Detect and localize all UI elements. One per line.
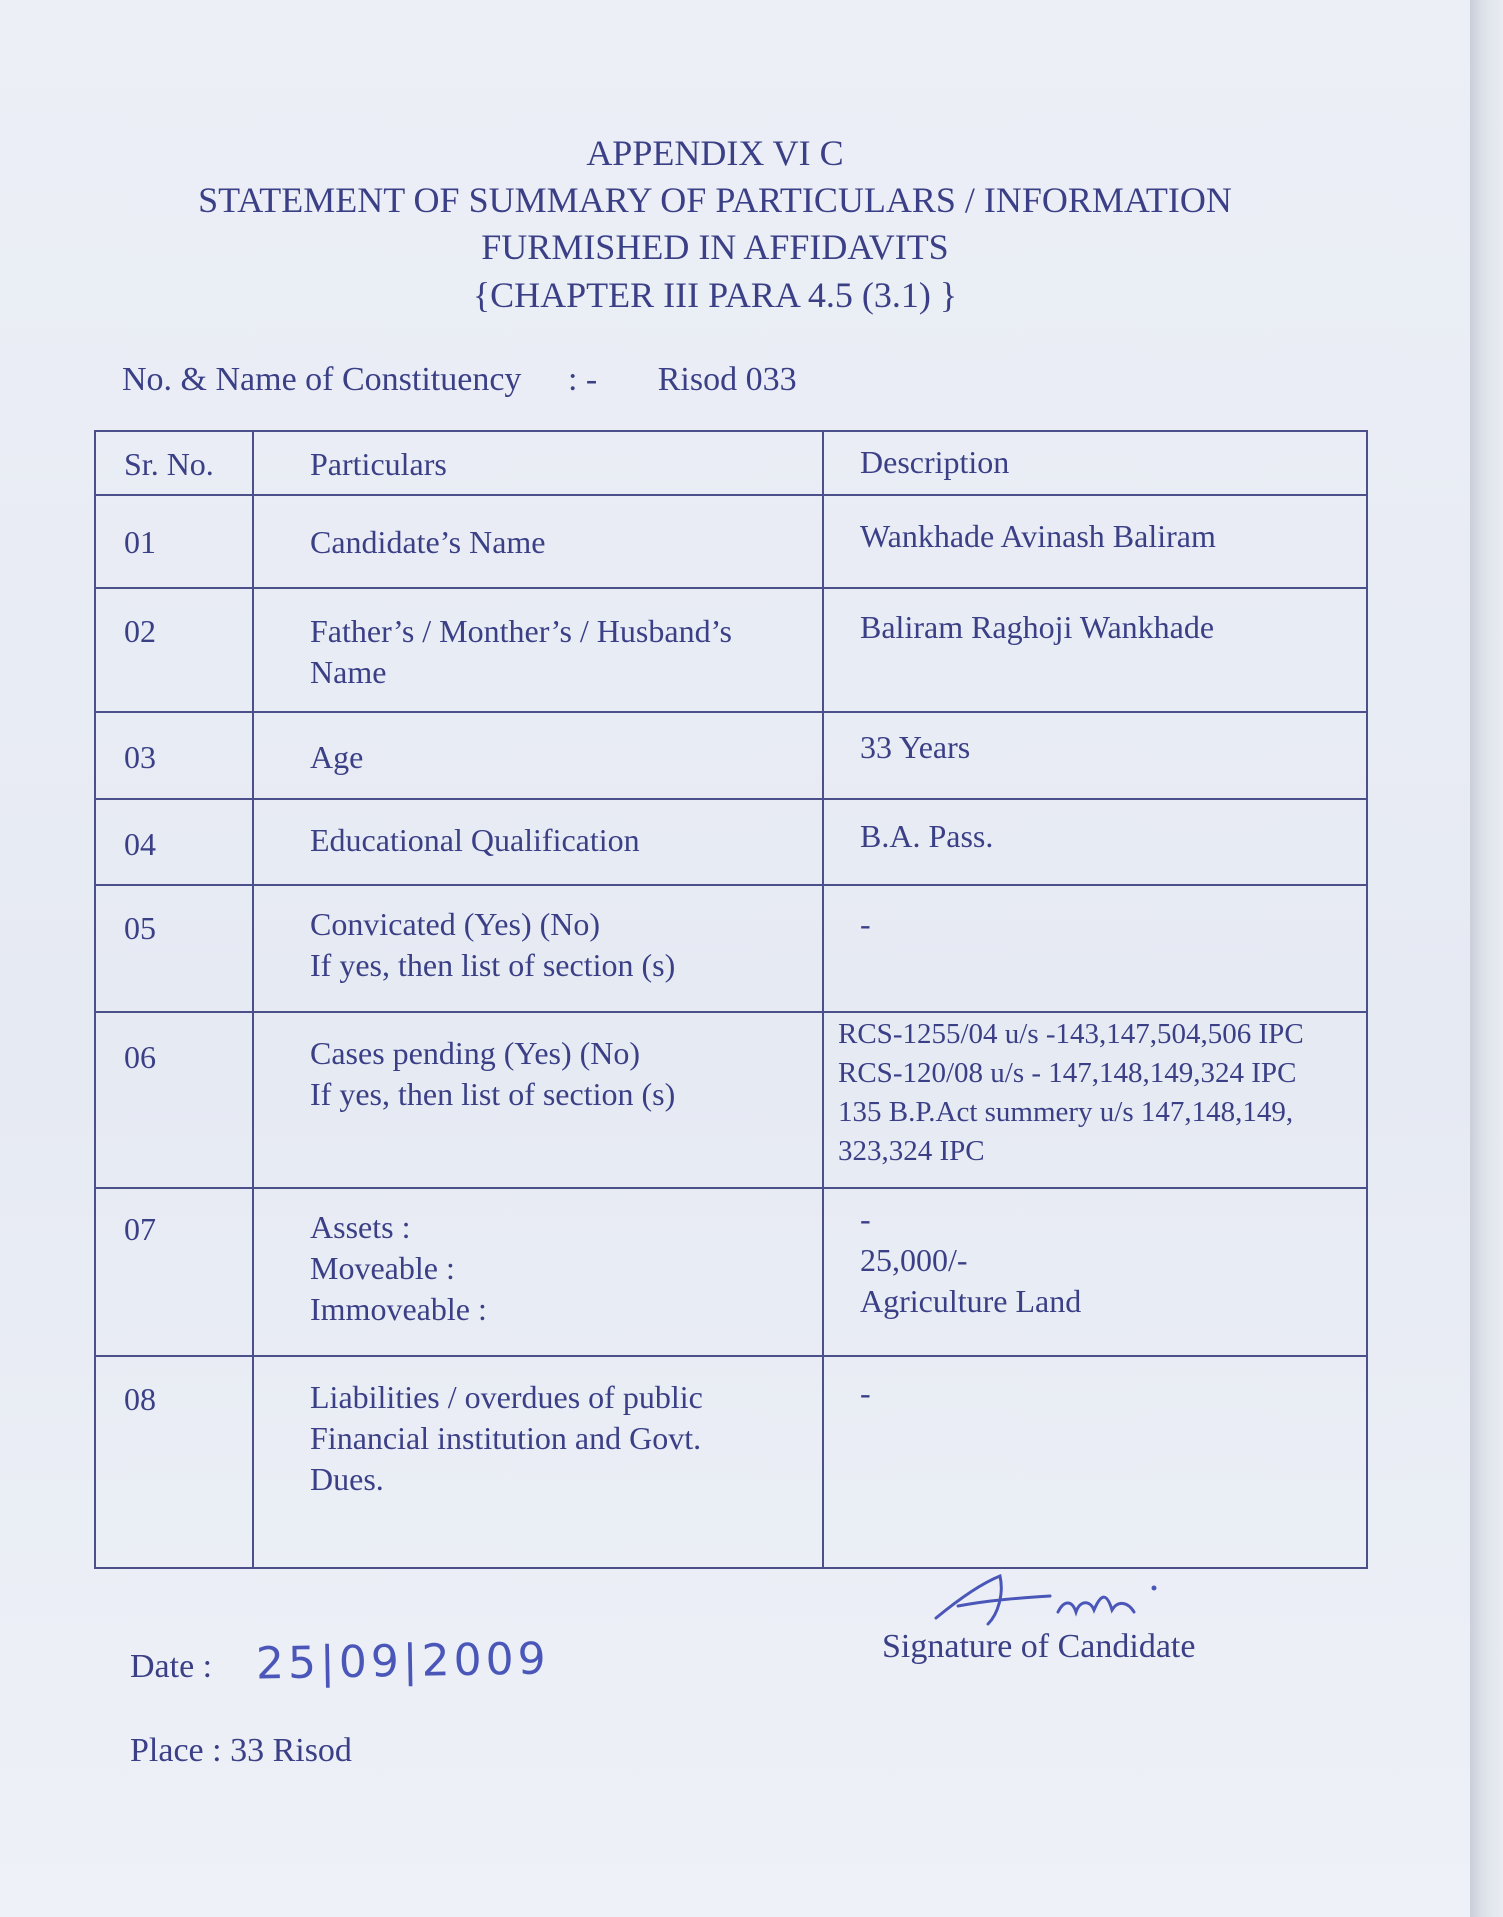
row-sr: 07 <box>95 1188 253 1356</box>
row-particulars: Educational Qualification <box>253 799 823 885</box>
particulars-line: If yes, then list of section (s) <box>310 947 676 983</box>
description-line: 25,000/- <box>860 1242 968 1278</box>
description-line: RCS-1255/04 u/s -143,147,504,506 IPC <box>838 1018 1304 1050</box>
row-particulars <box>253 1012 823 1188</box>
row-description <box>823 1012 1367 1188</box>
description-line: - <box>860 1201 871 1237</box>
place-label: Place : 33 Risod <box>130 1732 352 1769</box>
row-description: Wankhade Avinash Baliram <box>823 495 1367 588</box>
signature-label: Signature of Candidate <box>882 1628 1196 1665</box>
appendix-title: APPENDIX VI C <box>586 133 844 173</box>
particulars-line: Moveable : <box>310 1250 455 1286</box>
row-description: Baliram Raghoji Wankhade <box>823 588 1367 712</box>
particulars-line: Assets : <box>310 1209 411 1245</box>
particulars-line: Father’s / Monther’s / Husband’s <box>310 613 732 649</box>
particulars-line: Name <box>310 654 387 690</box>
row-sr: 01 <box>95 495 253 588</box>
row-particulars <box>253 1188 823 1356</box>
row-particulars <box>253 885 823 1012</box>
particulars-line: Liabilities / overdues of public <box>310 1379 703 1415</box>
table-header-row <box>95 431 1367 495</box>
row-particulars: Age <box>253 712 823 799</box>
constituency-line <box>122 361 797 399</box>
particulars-line: Dues. <box>310 1461 384 1497</box>
table-row <box>95 1012 1367 1188</box>
chapter-reference: {CHAPTER III PARA 4.5 (3.1) } <box>472 275 958 315</box>
row-sr: 08 <box>95 1356 253 1568</box>
row-description: - <box>823 1356 1367 1568</box>
row-sr: 02 <box>95 588 253 712</box>
table-row <box>95 712 1367 799</box>
constituency-label: No. & Name of Constituency <box>122 361 522 398</box>
row-sr: 04 <box>95 799 253 885</box>
particulars-line: Immoveable : <box>310 1291 487 1327</box>
table-row <box>95 1188 1367 1356</box>
description-line: 323,324 IPC <box>838 1135 985 1167</box>
particulars-line: Cases pending (Yes) (No) <box>310 1035 641 1071</box>
row-description: B.A. Pass. <box>823 799 1367 885</box>
signature-mark <box>930 1570 1230 1630</box>
row-particulars: Candidate’s Name <box>253 495 823 588</box>
row-particulars <box>253 588 823 712</box>
row-particulars <box>253 1356 823 1568</box>
description-line: 135 B.P.Act summery u/s 147,148,149, <box>838 1096 1294 1128</box>
description-line: RCS-120/08 u/s - 147,148,149,324 IPC <box>838 1057 1297 1089</box>
particulars-line: Convicated (Yes) (No) <box>310 906 601 942</box>
constituency-value: Risod 033 <box>657 361 797 398</box>
row-sr: 03 <box>95 712 253 799</box>
constituency-separator: : - <box>567 361 598 398</box>
table-row <box>95 799 1367 885</box>
row-description <box>823 1188 1367 1356</box>
table-row <box>95 588 1367 712</box>
table-row <box>95 885 1367 1012</box>
header-description: Description <box>823 431 1367 495</box>
particulars-table <box>94 430 1368 1569</box>
row-sr: 05 <box>95 885 253 1012</box>
page-edge <box>1470 0 1503 1917</box>
particulars-line: Financial institution and Govt. <box>310 1420 702 1456</box>
header-particulars: Particulars <box>253 431 823 495</box>
particulars-line: If yes, then list of section (s) <box>310 1076 676 1112</box>
row-sr: 06 <box>95 1012 253 1188</box>
table-row <box>95 1356 1367 1568</box>
table-row <box>95 495 1367 588</box>
row-description: - <box>823 885 1367 1012</box>
date-label: Date : <box>130 1648 213 1685</box>
statement-subtitle: FURMISHED IN AFFIDAVITS <box>481 227 949 267</box>
description-line: Agriculture Land <box>860 1283 1082 1319</box>
statement-title: STATEMENT OF SUMMARY OF PARTICULARS / INFORMATION <box>198 180 1232 220</box>
date-handwritten: 25|09|2009 <box>255 1633 551 1690</box>
row-description: 33 Years <box>823 712 1367 799</box>
header-sr-no: Sr. No. <box>95 431 253 495</box>
